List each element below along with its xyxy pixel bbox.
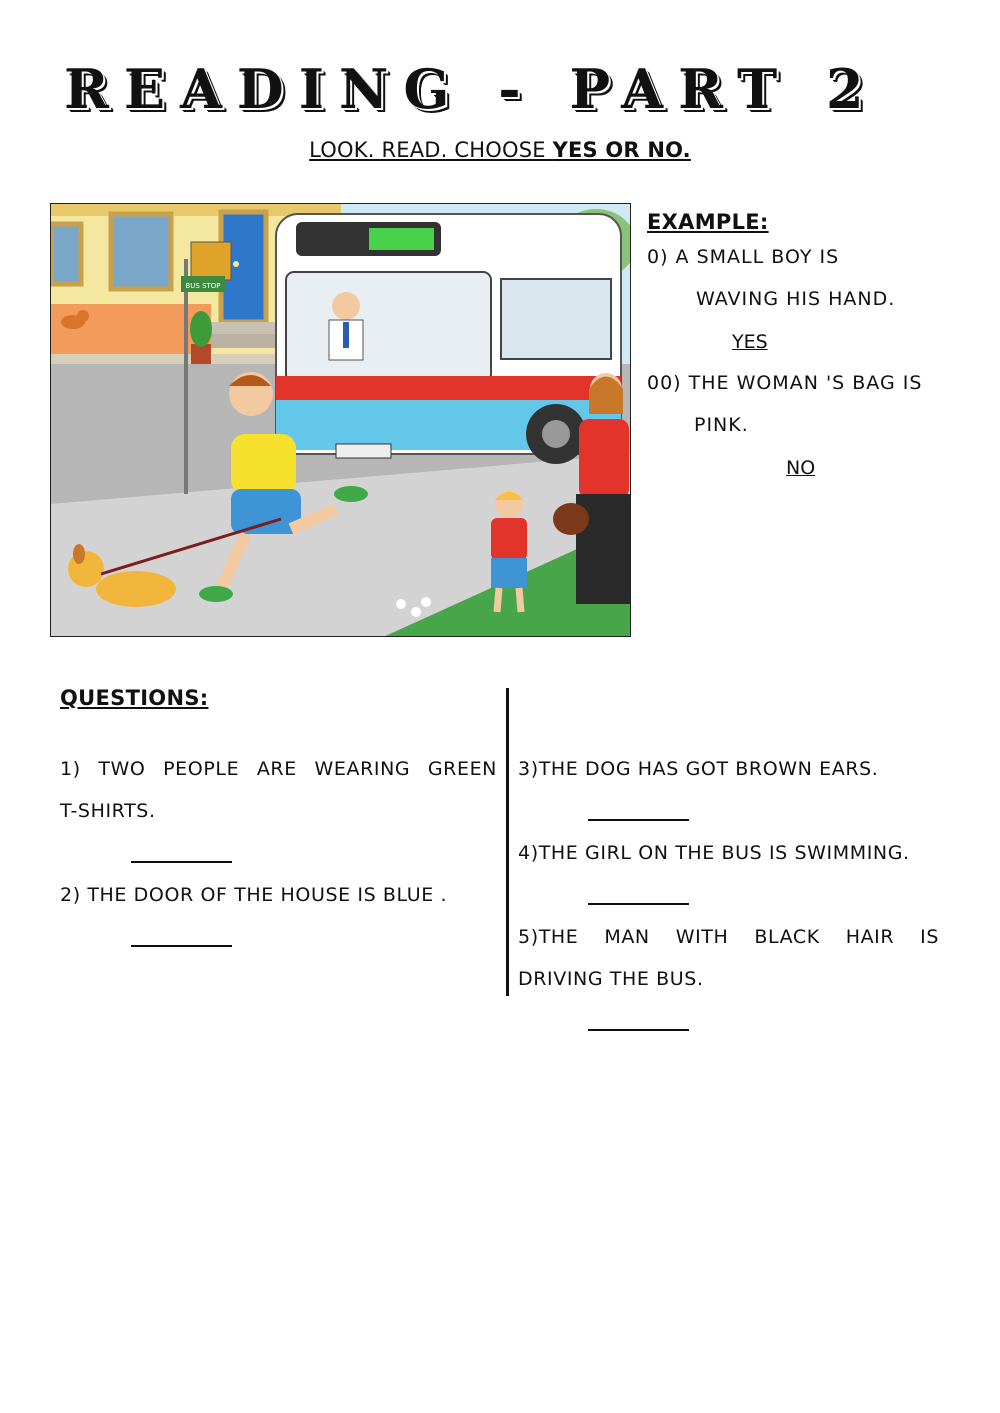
question-5-line1: 5)THE MAN WITH BLACK HAIR IS [518,926,939,948]
question-5-line2: DRIVING THE BUS. [518,968,704,990]
instruction [0,138,1000,162]
bus-stop-sign-text: BUS STOP [185,282,221,290]
example-item-0-line2: WAVING HIS HAND. [696,288,896,310]
questions-heading: QUESTIONS: [60,686,209,710]
column-divider [506,688,509,996]
question-2: 2) THE DOOR OF THE HOUSE IS BLUE . [60,884,448,906]
question-1-line1: 1) TWO PEOPLE ARE WEARING GREEN [60,758,497,780]
instruction-bold: YES OR NO. [552,138,691,162]
answer-blank-1[interactable] [131,861,232,863]
example-item-1-line2: PINK. [694,414,749,436]
question-3: 3)THE DOG HAS GOT BROWN EARS. [518,758,879,780]
question-1-line2: T-SHIRTS. [60,800,156,822]
example-section [647,210,947,238]
example-item-0-answer: YES [732,331,768,353]
bus-stop-illustration [50,203,631,637]
instruction-prefix: LOOK. READ. CHOOSE [309,138,553,162]
answer-blank-5[interactable] [588,1029,689,1031]
answer-blank-4[interactable] [588,903,689,905]
answer-blank-2[interactable] [131,945,232,947]
example-item-1-line1: 00) THE WOMAN 'S BAG IS [647,372,923,394]
page-title: READING - PART 2 [64,57,879,121]
question-4: 4)THE GIRL ON THE BUS IS SWIMMING. [518,842,910,864]
example-heading: EXAMPLE: [647,210,769,234]
example-item-0-line1: 0) A SMALL BOY IS [647,246,840,268]
answer-blank-3[interactable] [588,819,689,821]
example-item-1-answer: NO [786,457,816,479]
